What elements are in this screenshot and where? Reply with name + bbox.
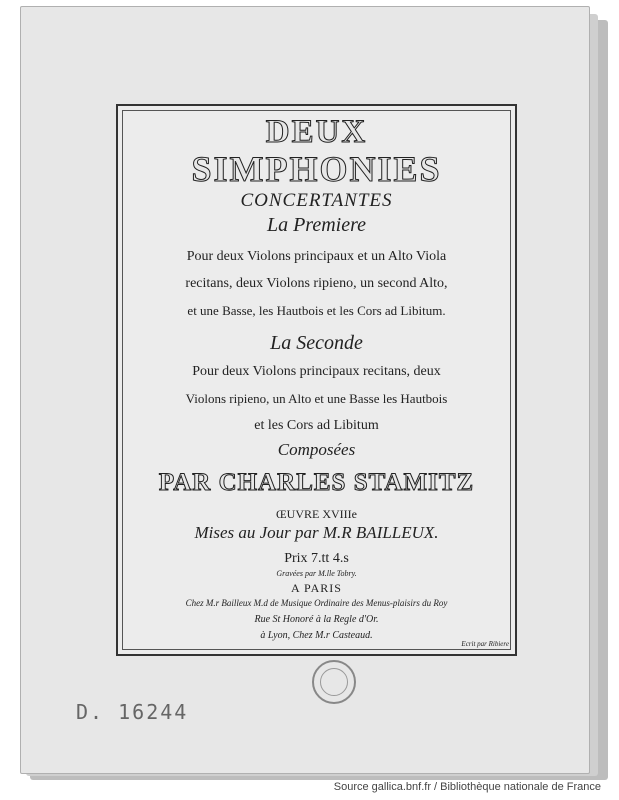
shelfmark: D. 16244 — [76, 700, 189, 724]
seconde-line-2: Violons ripieno, un Alto et une Basse les Hautbois — [185, 391, 448, 406]
library-stamp-inner — [320, 668, 348, 696]
address-line-3: à Lyon, Chez M.r Casteaud. — [260, 630, 373, 641]
seconde-line-3: et les Cors ad Libitum — [254, 418, 379, 433]
title-concertantes: CONCERTANTES — [240, 190, 393, 211]
scribe-note: Ecrit par Ribiere — [461, 640, 509, 648]
composer-name: PAR CHARLES STAMITZ — [158, 469, 475, 496]
premiere-line-2: recitans, deux Violons ripieno, un second Alto, — [185, 276, 448, 291]
subtitle-la-premiere: La Premiere — [266, 214, 367, 236]
publisher-line: Mises au Jour par M.R BAILLEUX. — [194, 523, 439, 542]
address-line-2: Rue St Honoré à la Regle d'Or. — [254, 614, 379, 625]
engraver-line: Gravées par M.lle Tobry. — [276, 569, 357, 578]
library-stamp — [312, 660, 356, 704]
address-line-1: Chez M.r Bailleux M.d de Musique Ordinaire des Menus-plaisirs du Roy — [185, 598, 448, 608]
premiere-line-3: et une Basse, les Hautbois et les Cors ad Libitum. — [187, 303, 446, 318]
title-frame — [116, 104, 517, 656]
a-paris: A PARIS — [291, 581, 342, 595]
premiere-line-1: Pour deux Violons principaux et un Alto Viola — [186, 249, 447, 264]
subtitle-la-seconde: La Seconde — [270, 332, 363, 354]
opus-number: ŒUVRE XVIIIe — [276, 507, 357, 521]
seconde-line-1: Pour deux Violons principaux recitans, deux — [192, 364, 441, 379]
title-simphonies: SIMPHONIES — [191, 149, 442, 189]
composees-label: Composées — [277, 440, 356, 459]
title-deux: DEUX — [265, 114, 368, 150]
source-credit: Source gallica.bnf.fr / Bibliothèque nationale de France — [333, 781, 601, 793]
price-line: Prix 7.tt 4.s — [284, 551, 349, 566]
